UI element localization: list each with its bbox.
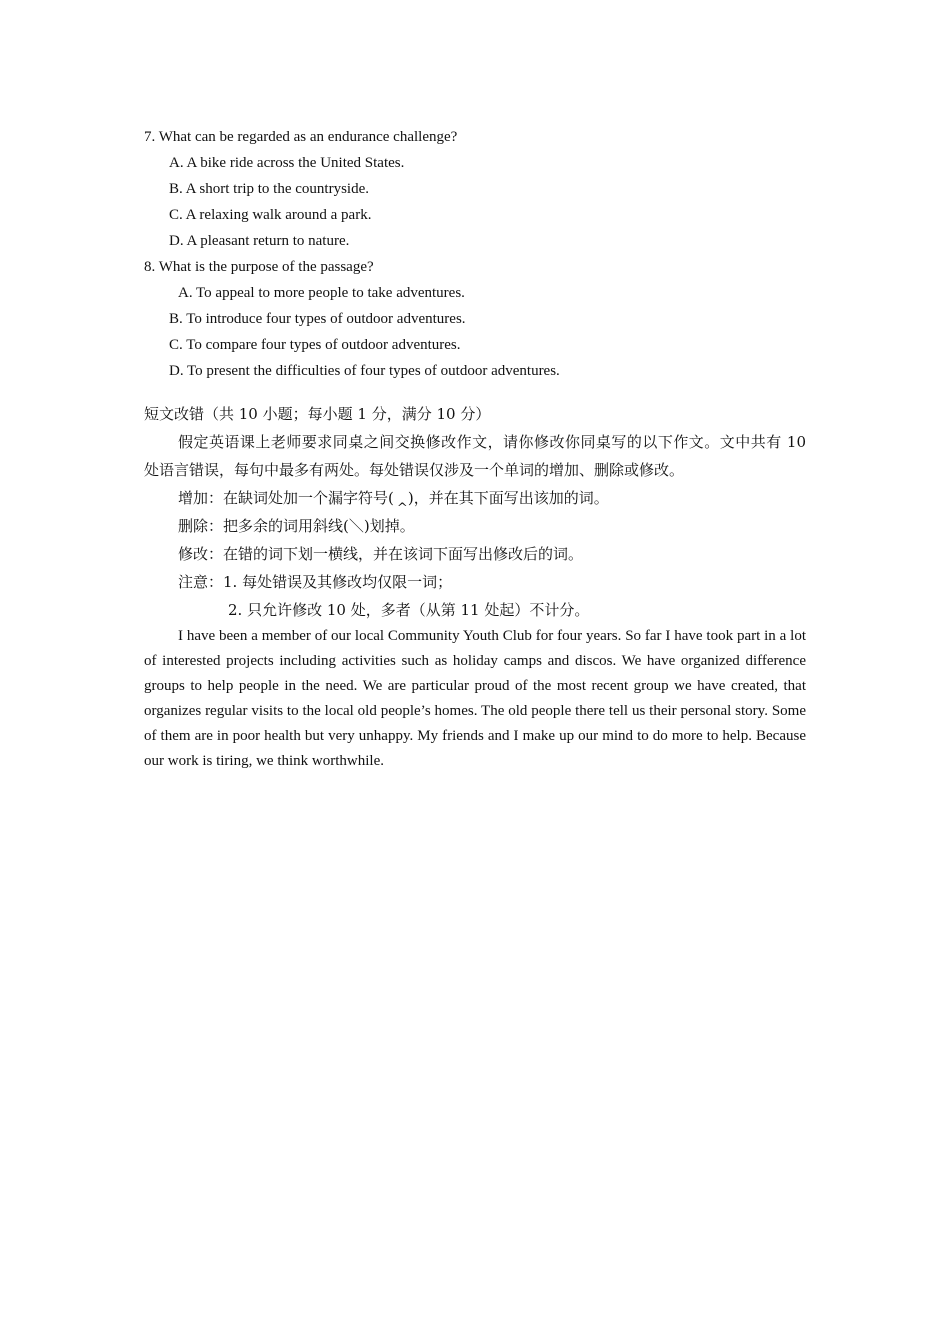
- question-8-option-d: D. To present the difficulties of four types of outdoor adventures.: [169, 363, 560, 379]
- question-8-stem: 8. What is the purpose of the passage?: [144, 259, 374, 275]
- question-8-option-c: C. To compare four types of outdoor adventures.: [169, 337, 461, 353]
- question-8-option-b: B. To introduce four types of outdoor adventures.: [169, 311, 466, 327]
- correction-passage: I have been a member of our local Community Youth Club for four years. So far I have took part in a lot of interested projects including activities such as holiday camps and discos. We have organized difference groups to help people in the need. We are particular proud of the most recent group we have created, that organizes regular visits to the local old people’s homes. The old people there tell us their personal story. Some of them are in poor health but very unhappy. My friends and I make up our mind to do more to help. Because our work is tiring, we think worthwhile.: [144, 628, 806, 769]
- correction-intro: 假定英语课上老师要求同桌之间交换修改作文，请你修改你同桌写的以下作文。文中共有 10 处语言错误，每句中最多有两处。每处错误仅涉及一个单词的增加、删除或修改。: [144, 433, 806, 479]
- delete-rule: 删除：把多余的词用斜线(＼)划掉。: [178, 517, 415, 535]
- question-8-option-a: A. To appeal to more people to take adventures.: [178, 285, 465, 301]
- note-1: 注意：1. 每处错误及其修改均仅限一词；: [178, 573, 453, 591]
- correction-heading: 短文改错（共 10 小题；每小题 1 分，满分 10 分）: [144, 405, 491, 423]
- modify-rule: 修改：在错的词下划一横线，并在该词下面写出修改后的词。: [178, 545, 584, 563]
- question-7-option-b: B. A short trip to the countryside.: [169, 181, 369, 197]
- question-7-option-a: A. A bike ride across the United States.: [169, 155, 405, 171]
- document-page: [144, 124, 806, 774]
- note-2: 2. 只允许修改 10 处，多者（从第 11 处起）不计分。: [228, 601, 590, 619]
- add-rule-after: )，并在其下面写出该加的词。: [407, 489, 609, 507]
- add-rule: 增加：在缺词处加一个漏字符号( ^ )，并在其下面写出该加的词。: [178, 489, 609, 516]
- section-spacer: [144, 384, 806, 400]
- add-rule-before: 增加：在缺词处加一个漏字符号(: [178, 489, 394, 507]
- question-7-option-d: D. A pleasant return to nature.: [169, 233, 350, 249]
- question-7-option-c: C. A relaxing walk around a park.: [169, 207, 372, 223]
- question-7-stem: 7. What can be regarded as an endurance challenge?: [144, 129, 458, 145]
